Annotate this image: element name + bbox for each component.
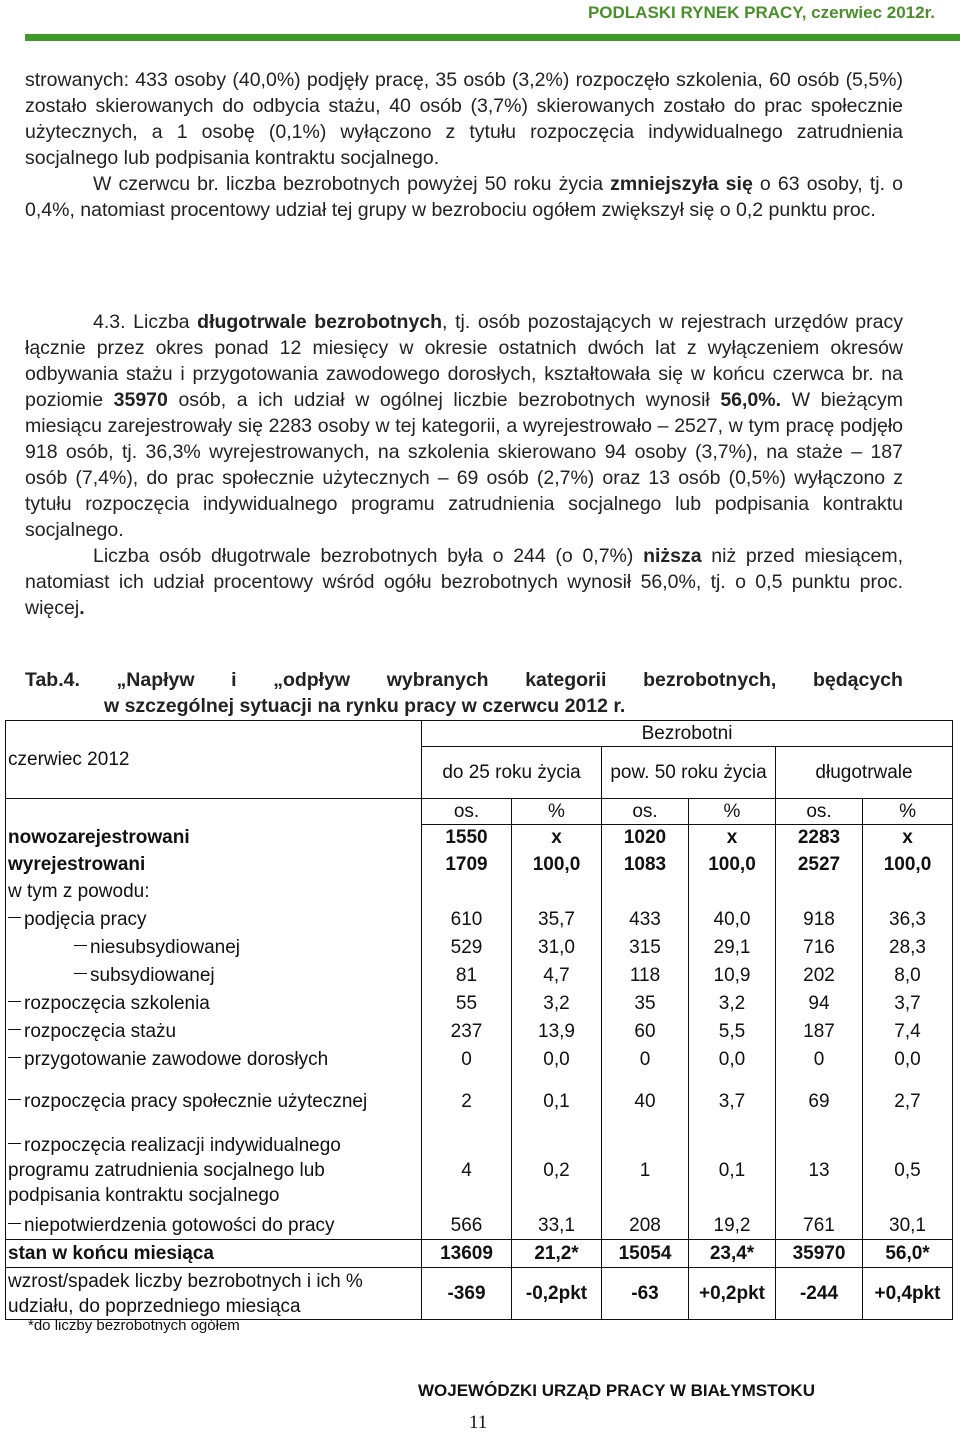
- cell-count: 13609: [422, 1240, 512, 1268]
- footer-organization: WOJEWÓDZKI URZĄD PRACY W BIAŁYMSTOKU: [418, 1381, 815, 1400]
- table-row: [6, 851, 953, 878]
- cell-count: 94: [776, 990, 863, 1018]
- caption-word: kategorii: [525, 669, 607, 691]
- section-long-term: [25, 309, 903, 621]
- table-caption-line2: w szczególnej sytuacji na rynku pracy w czerwcu 2012 r.: [104, 695, 626, 717]
- p2-run: zmniejszyła się: [610, 173, 753, 195]
- row-label-text: wzrost/spadek liczby bezrobotnych i ich % udziału, do poprzedniego miesiąca: [8, 1270, 363, 1317]
- row-label-text: rozpoczęcia realizacji indywidualnego programu zatrudnienia socjalnego lub podpisania kontraktu socjalnego: [8, 1135, 341, 1206]
- table-row: [6, 906, 953, 934]
- p4-run: niż przed miesiącem, natomiast ich udział procentowy wśród ogółu bezrobotnych wynosił 56,0%, tj. o 0,5 punktu proc. więcej: [25, 545, 903, 619]
- row-label: [6, 1268, 422, 1320]
- table-row: [6, 1018, 953, 1046]
- caption-word: „Napływ: [116, 669, 195, 691]
- cell-count: 35970: [776, 1240, 863, 1268]
- table-row: [6, 1046, 953, 1074]
- p3-run: W bieżącym miesiącu zarejestrowały się 2283 osoby w tej kategorii, a wyrejestrowało – 2527, w tym pracę podjęło 918 osób, tj. 36,3% wyrejestrowanych, na szkolenia skierowano 94 osoby (3,7%), na staże – 187 osób (7,4%), do prac społecznie użytecznych – 69 osób (2,7%) oraz 13 osób (0,5%) wyłączono z tytułu rozpoczęcia indywidualnego programu zatrudnienia socjalnego lub podpisania kontraktu socjalnego.: [25, 389, 903, 541]
- table-row: [6, 878, 953, 906]
- row-label: [6, 1130, 422, 1212]
- cell-count: 1: [602, 1130, 689, 1212]
- paragraph-intro: [25, 67, 903, 223]
- table-row: [6, 1268, 953, 1320]
- page-header-title: PODLASKI RYNEK PRACY, czerwiec 2012r.: [587, 3, 935, 22]
- unit-os: os.: [602, 799, 689, 825]
- cell-count: -369: [422, 1268, 512, 1320]
- p3-run: długotrwale bezrobotnych: [197, 311, 443, 333]
- dash-marker: [8, 1223, 21, 1224]
- cell-count: 0: [776, 1046, 863, 1074]
- cell-count: -244: [776, 1268, 863, 1320]
- cell-count: 2: [422, 1074, 512, 1130]
- paragraph-long-term-unemployed: [25, 309, 903, 543]
- p3-run: osób, a ich udział w ogólnej liczbie bezrobotnych wynosił: [167, 389, 721, 411]
- row-label-text: stan w końcu miesiąca: [8, 1243, 214, 1264]
- cell-percent: 3,2: [512, 990, 602, 1018]
- cell-percent: 30,1: [863, 1212, 953, 1240]
- p3-run: , tj. osób pozostających w rejestrach urzędów pracy łącznie przez okres ponad 12 miesięcy w okresie ostatnich dwóch lat z wyłączeniem okresów odbywania stażu i przygotowania zawodowego dorosłych, kształtowała się w końcu czerwca br. na poziomie: [25, 311, 903, 411]
- dash-marker: [74, 973, 87, 974]
- paragraph-long-term-change: [25, 543, 903, 621]
- row-label: [6, 878, 422, 906]
- table-caption: [25, 667, 903, 719]
- cell-count: 208: [602, 1212, 689, 1240]
- cell-count: 1020: [602, 825, 689, 851]
- p4-run: niższa: [643, 545, 702, 567]
- cell-count: 433: [602, 906, 689, 934]
- p4-run: Liczba osób długotrwale bezrobotnych była o 244 (o 0,7%): [93, 545, 644, 567]
- cell-percent: 0,0: [512, 1046, 602, 1074]
- row-label: [6, 1046, 422, 1074]
- group-header: Bezrobotni: [422, 721, 953, 747]
- cell-count: 55: [422, 990, 512, 1018]
- cell-percent: +0,2pkt: [689, 1268, 776, 1320]
- row-label-text: rozpoczęcia stażu: [24, 1021, 177, 1042]
- table-row: [6, 990, 953, 1018]
- row-label-text: rozpoczęcia pracy społecznie użytecznej: [24, 1091, 368, 1112]
- table-row: [6, 1130, 953, 1212]
- cell-percent: 31,0: [512, 934, 602, 962]
- table-row: [6, 825, 953, 851]
- row-label: [6, 825, 422, 851]
- row-label: [6, 962, 422, 990]
- cell-percent: [512, 878, 602, 906]
- cell-count: 118: [602, 962, 689, 990]
- cell-percent: 3,7: [863, 990, 953, 1018]
- table-caption-line1: [25, 667, 903, 693]
- table-footnote: *do liczby bezrobotnych ogółem: [28, 1317, 240, 1334]
- p1-run: strowanych: 433 osoby (40,0%) podjęły pracę, 35 osób (3,2%) rozpoczęło szkolenia, 60 osób (5,5%) zostało skierowanych do odbycia stażu, 40 osób (3,7%) skierowanych zostało do prac społecznie użytecznych, a 1 osobę (0,1%) wyłączono z tytułu rozpoczęcia indywidualnego zatrudnienia socjalnego lub podpisania kontraktu socjalnego.: [25, 69, 903, 169]
- cell-percent: 0,1: [512, 1074, 602, 1130]
- cell-count: 566: [422, 1212, 512, 1240]
- cell-count: 15054: [602, 1240, 689, 1268]
- caption-word: wybranych: [386, 669, 489, 691]
- cell-count: 0: [422, 1046, 512, 1074]
- unit-percent: %: [512, 799, 602, 825]
- caption-word: i: [231, 669, 237, 691]
- cell-percent: [689, 878, 776, 906]
- paragraph-outflow-summary: [25, 67, 903, 171]
- cell-percent: 7,4: [863, 1018, 953, 1046]
- table-label: Tab.4.: [25, 669, 80, 691]
- row-label: [6, 1240, 422, 1268]
- table-row: [6, 934, 953, 962]
- cell-count: 918: [776, 906, 863, 934]
- cell-percent: x: [512, 825, 602, 851]
- cell-percent: 0,0: [863, 1046, 953, 1074]
- cell-count: 60: [602, 1018, 689, 1046]
- col-group-long-term: długotrwale: [776, 747, 953, 799]
- cell-percent: 33,1: [512, 1212, 602, 1240]
- row-label: [6, 906, 422, 934]
- unit-row-label: [6, 799, 422, 825]
- cell-count: 315: [602, 934, 689, 962]
- row-label-text: subsydiowanej: [90, 965, 215, 986]
- p3-run: 4.3. Liczba: [93, 311, 198, 333]
- p3-run: 56,0%.: [720, 389, 782, 411]
- cell-percent: 100,0: [689, 851, 776, 878]
- cell-count: 13: [776, 1130, 863, 1212]
- cell-percent: 19,2: [689, 1212, 776, 1240]
- col-group-over50: pow. 50 roku życia: [602, 747, 776, 799]
- cell-count: -63: [602, 1268, 689, 1320]
- cell-count: 610: [422, 906, 512, 934]
- row-label: [6, 851, 422, 878]
- col-group-under25: do 25 roku życia: [422, 747, 602, 799]
- cell-count: 1083: [602, 851, 689, 878]
- paragraph-over50: [25, 171, 903, 223]
- table-row: [6, 1240, 953, 1268]
- cell-count: 716: [776, 934, 863, 962]
- dash-marker: [8, 1057, 21, 1058]
- cell-percent: 2,7: [863, 1074, 953, 1130]
- p2-run: o 63 osoby, tj. o 0,4%, natomiast procentowy udział tej grupy w bezrobociu ogółem zwiększył się o 0,2 punktu proc.: [25, 173, 903, 221]
- cell-count: 4: [422, 1130, 512, 1212]
- cell-percent: 4,7: [512, 962, 602, 990]
- cell-percent: x: [863, 825, 953, 851]
- cell-percent: 3,7: [689, 1074, 776, 1130]
- cell-percent: -0,2pkt: [512, 1268, 602, 1320]
- table-row: [6, 1074, 953, 1130]
- unit-percent: %: [863, 799, 953, 825]
- cell-percent: 0,5: [863, 1130, 953, 1212]
- row-label-text: niepotwierdzenia gotowości do pracy: [24, 1214, 335, 1236]
- row-label-text: podjęcia pracy: [24, 909, 147, 930]
- cell-percent: x: [689, 825, 776, 851]
- dash-marker: [8, 1029, 21, 1030]
- cell-percent: 8,0: [863, 962, 953, 990]
- unit-os: os.: [776, 799, 863, 825]
- cell-percent: 56,0*: [863, 1240, 953, 1268]
- cell-count: 2283: [776, 825, 863, 851]
- cell-percent: 13,9: [512, 1018, 602, 1046]
- dash-marker: [8, 917, 21, 918]
- caption-word: bezrobotnych,: [643, 669, 777, 691]
- p2-run: W czerwcu br. liczba bezrobotnych powyżej 50 roku życia: [93, 173, 611, 195]
- row-label: [6, 990, 422, 1018]
- row-label-text: niesubsydiowanej: [90, 937, 240, 958]
- row-label: [6, 1074, 422, 1130]
- cell-percent: 36,3: [863, 906, 953, 934]
- caption-word: będących: [812, 669, 903, 691]
- unit-os: os.: [422, 799, 512, 825]
- cell-count: 40: [602, 1074, 689, 1130]
- row-label: [6, 1212, 422, 1240]
- row-label-text: w tym z powodu:: [8, 881, 150, 902]
- row-label-text: nowozarejestrowani: [8, 827, 190, 848]
- cell-percent: 35,7: [512, 906, 602, 934]
- cell-count: 761: [776, 1212, 863, 1240]
- cell-count: [776, 878, 863, 906]
- header-rule: [25, 34, 960, 41]
- cell-count: 0: [602, 1046, 689, 1074]
- cell-percent: 0,0: [689, 1046, 776, 1074]
- period-header: czerwiec 2012: [6, 721, 422, 799]
- cell-percent: 3,2: [689, 990, 776, 1018]
- unit-percent: %: [689, 799, 776, 825]
- cell-percent: 23,4*: [689, 1240, 776, 1268]
- cell-percent: 5,5: [689, 1018, 776, 1046]
- dash-marker: [8, 1099, 21, 1100]
- dash-marker: [8, 1143, 21, 1144]
- p4-run: .: [79, 597, 85, 619]
- cell-count: 529: [422, 934, 512, 962]
- unemployment-categories-table: [5, 720, 953, 1320]
- cell-percent: 28,3: [863, 934, 953, 962]
- cell-percent: 100,0: [863, 851, 953, 878]
- p3-run: 35970: [113, 389, 168, 411]
- cell-percent: 0,1: [689, 1130, 776, 1212]
- cell-count: 69: [776, 1074, 863, 1130]
- cell-count: 2527: [776, 851, 863, 878]
- cell-count: 202: [776, 962, 863, 990]
- cell-percent: 21,2*: [512, 1240, 602, 1268]
- page-number: 11: [469, 1412, 488, 1433]
- cell-count: 237: [422, 1018, 512, 1046]
- row-label: [6, 934, 422, 962]
- table-row: [6, 1212, 953, 1240]
- cell-percent: 40,0: [689, 906, 776, 934]
- table-row: [6, 962, 953, 990]
- dash-marker: [74, 945, 87, 946]
- cell-count: 35: [602, 990, 689, 1018]
- cell-percent: 0,2: [512, 1130, 602, 1212]
- caption-word: „odpływ: [273, 669, 351, 691]
- cell-count: 81: [422, 962, 512, 990]
- cell-count: 187: [776, 1018, 863, 1046]
- cell-percent: 10,9: [689, 962, 776, 990]
- cell-count: 1550: [422, 825, 512, 851]
- row-label: [6, 1018, 422, 1046]
- cell-percent: 100,0: [512, 851, 602, 878]
- cell-count: 1709: [422, 851, 512, 878]
- dash-marker: [8, 1001, 21, 1002]
- cell-percent: 29,1: [689, 934, 776, 962]
- cell-percent: +0,4pkt: [863, 1268, 953, 1320]
- cell-count: [422, 878, 512, 906]
- row-label-text: wyrejestrowani: [8, 853, 146, 875]
- cell-percent: [863, 878, 953, 906]
- row-label-text: rozpoczęcia szkolenia: [24, 993, 210, 1014]
- cell-count: [602, 878, 689, 906]
- row-label-text: przygotowanie zawodowe dorosłych: [24, 1049, 329, 1070]
